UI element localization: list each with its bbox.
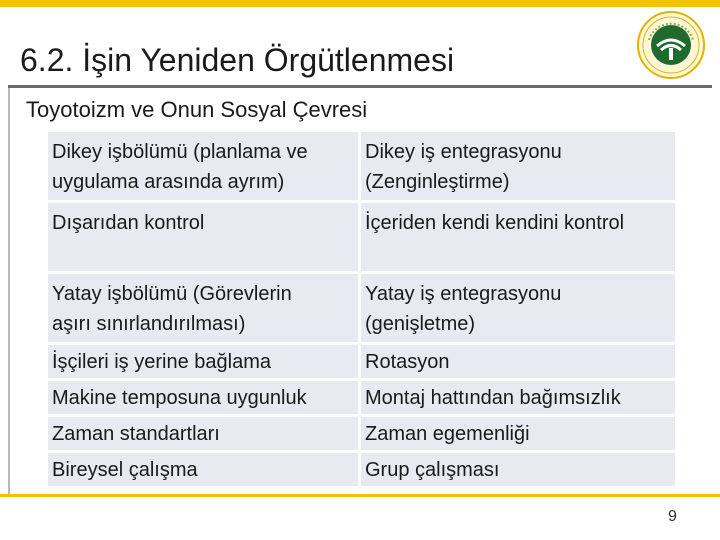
bottom-accent-line: [0, 494, 720, 497]
table-cell-left: [48, 132, 358, 200]
cell-text: İçeriden kendi kendini kontrol: [365, 212, 625, 234]
slide-title: 6.2. İşin Yeniden Örgütlenmesi: [20, 42, 455, 78]
table-cell-right: [361, 345, 675, 378]
cell-text: Yatay iş entegrasyonu (genişletme): [365, 283, 562, 335]
page-number: 9: [668, 508, 677, 525]
cell-text: Montaj hattından bağımsızlık: [365, 387, 621, 409]
cell-text: Makine temposuna uygunluk: [52, 387, 307, 409]
table-row: [48, 417, 675, 450]
table-cell-right: [361, 274, 675, 342]
title-underline: [8, 85, 712, 88]
table-row: [48, 453, 675, 486]
cell-text: Bireysel çalışma: [52, 459, 198, 481]
table-row: [48, 132, 675, 200]
table-row: [48, 381, 675, 414]
slide-subtitle: Toyotoizm ve Onun Sosyal Çevresi: [26, 97, 368, 122]
table-cell-right: [361, 132, 675, 200]
cell-text: Rotasyon: [365, 351, 450, 373]
table-cell-left: [48, 274, 358, 342]
table-cell-right: [361, 381, 675, 414]
table-cell-left: [48, 345, 358, 378]
table-cell-right: [361, 453, 675, 486]
cell-text: Zaman standartları: [52, 423, 220, 445]
cell-text: Yatay işbölümü (Görevlerin aşırı sınırlandırılması): [52, 283, 292, 335]
table-cell-left: [48, 453, 358, 486]
university-seal-logo: [636, 10, 706, 80]
table-row: [48, 345, 675, 378]
left-border-line: [8, 88, 10, 496]
cell-text: Dışarıdan kontrol: [52, 212, 205, 234]
top-accent-bar: [0, 0, 720, 7]
table-cell-left: [48, 417, 358, 450]
cell-text: Dikey işbölümü (planlama ve uygulama arasında ayrım): [52, 141, 308, 193]
table-cell-right: [361, 417, 675, 450]
table-cell-left: [48, 381, 358, 414]
table-cell-right: [361, 203, 675, 271]
cell-text: Zaman egemenliği: [365, 423, 530, 445]
table-cell-left: [48, 203, 358, 271]
table-row: [48, 274, 675, 342]
table-row: [48, 203, 675, 271]
comparison-table: [48, 132, 675, 489]
cell-text: İşçileri iş yerine bağlama: [52, 351, 271, 373]
cell-text: Dikey iş entegrasyonu (Zenginleştirme): [365, 141, 562, 193]
cell-text: Grup çalışması: [365, 459, 500, 481]
